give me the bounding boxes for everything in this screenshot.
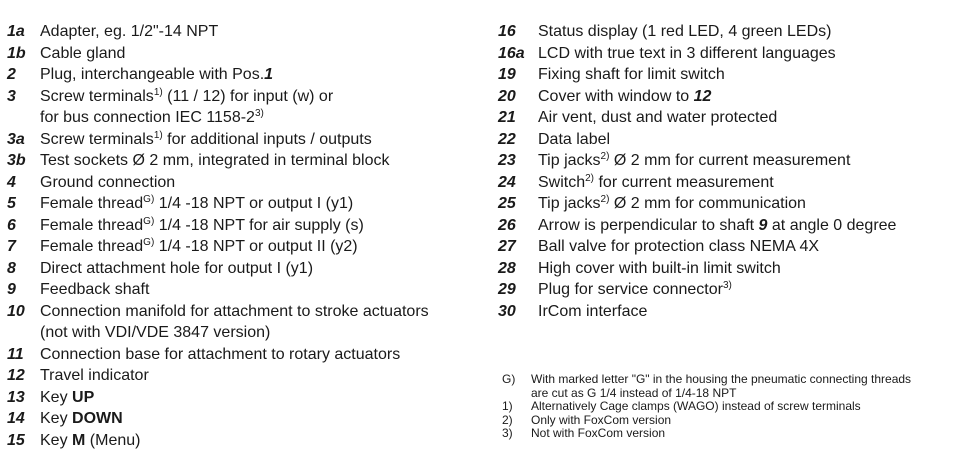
item-number: 15 — [7, 431, 25, 449]
item-number: 16 — [498, 23, 516, 40]
legend-item-1a — [7, 21, 477, 43]
legend-left-column — [7, 21, 477, 451]
item-number: 16a — [498, 44, 525, 62]
legend-item-29 — [498, 279, 968, 301]
item-text: Cable gland — [40, 44, 126, 62]
item-number: 14 — [7, 410, 25, 427]
item-number: 24 — [498, 173, 516, 191]
footnote-key: 3) — [502, 426, 513, 440]
item-number: 29 — [498, 281, 516, 298]
legend-item-10 — [7, 301, 477, 344]
item-text: Ground connection — [40, 173, 176, 191]
item-number: 26 — [498, 216, 516, 234]
item-text: Tip jacks$^{2)}$ Ø 2 mm for current measurement — [538, 151, 851, 169]
footnote-text: Alternatively Cage clamps (WAGO) instead of screw terminals — [531, 399, 861, 413]
item-text: Screw terminals$^{1)}$ for additional inputs / outputs — [40, 129, 372, 148]
item-number: 23 — [498, 152, 516, 169]
item-number: 27 — [498, 238, 516, 255]
item-number: 20 — [498, 87, 516, 105]
item-text: Fixing shaft for limit switch — [538, 66, 725, 83]
item-text: Adapter, eg. 1/2"-14 NPT — [40, 23, 219, 40]
footnote-2 — [502, 414, 962, 428]
legend-item-9 — [7, 279, 477, 301]
legend-item-3 — [7, 86, 477, 129]
item-number: 1a — [7, 23, 25, 40]
item-text: High cover with built-in limit switch — [538, 259, 781, 277]
item-text: Data label — [538, 130, 611, 148]
footnote-text: Only with FoxCom version — [531, 412, 672, 427]
item-number: 28 — [498, 259, 516, 277]
item-number: 8 — [7, 259, 16, 277]
item-number: 30 — [498, 302, 516, 320]
legend-item-26 — [498, 215, 968, 237]
legend-item-16 — [498, 21, 968, 43]
footnote-3 — [502, 427, 962, 441]
footnote-1 — [502, 400, 962, 414]
legend-item-15 — [7, 430, 477, 452]
item-number: 12 — [7, 367, 25, 384]
legend-item-6 — [7, 215, 477, 237]
item-number: 5 — [7, 195, 16, 212]
item-number: 19 — [498, 66, 516, 83]
footnote-key: 2) — [502, 412, 513, 427]
item-number: 9 — [7, 281, 16, 298]
item-number: 3b — [7, 152, 26, 169]
item-text: Arrow is perpendicular to shaft 9 at angle 0 degree — [538, 216, 897, 234]
item-text: Air vent, dust and water protected — [538, 109, 778, 126]
item-text: Switch$^{2)}$ for current measurement — [538, 172, 774, 191]
footnote-text: With marked letter "G" in the housing the pneumatic connecting threads are cut as G 1/4 instead of 1/4-18 NPT — [531, 372, 912, 400]
item-text: Connection base for attachment to rotary actuators — [40, 345, 401, 363]
item-number: 3a — [7, 130, 25, 148]
item-text: Travel indicator — [40, 367, 149, 384]
legend-item-8 — [7, 258, 477, 280]
item-text: Direct attachment hole for output I (y1) — [40, 259, 314, 277]
legend-item-4 — [7, 172, 477, 194]
item-number: 13 — [7, 388, 25, 406]
legend-item-20 — [498, 86, 968, 108]
item-number: 21 — [498, 109, 516, 126]
legend-right-column — [498, 21, 968, 322]
item-number: 7 — [7, 238, 16, 255]
legend-item-28 — [498, 258, 968, 280]
legend-item-24 — [498, 172, 968, 194]
footnotes — [502, 373, 962, 441]
item-text: Female thread$^{G)}$ 1/4 -18 NPT for air supply (s) — [40, 215, 364, 234]
legend-item-23 — [498, 150, 968, 172]
footnote-g — [502, 373, 962, 400]
legend-item-12 — [7, 365, 477, 387]
item-text: LCD with true text in 3 different languages — [538, 44, 836, 62]
item-text: Key DOWN — [40, 410, 123, 427]
legend-item-16a — [498, 43, 968, 65]
item-text: Connection manifold for attachment to stroke actuators (not with VDI/VDE 3847 version) — [40, 302, 429, 341]
footnote-text: Not with FoxCom version — [531, 426, 666, 440]
item-text: Key UP — [40, 388, 95, 406]
footnote-key: 1) — [502, 399, 513, 413]
legend-item-22 — [498, 129, 968, 151]
legend-item-30 — [498, 301, 968, 323]
item-text: Female thread$^{G)}$ 1/4 -18 NPT or output I (y1) — [40, 194, 354, 212]
item-text: Key M (Menu) — [40, 431, 141, 449]
item-number: 22 — [498, 130, 516, 148]
item-number: 3 — [7, 87, 16, 105]
legend-item-11 — [7, 344, 477, 366]
legend-item-3b — [7, 150, 477, 172]
item-text: Plug for service connector$^{3)}$ — [538, 280, 732, 298]
footnote-key: G) — [502, 372, 516, 386]
legend-item-27 — [498, 236, 968, 258]
item-number: 6 — [7, 216, 16, 234]
item-text: Cover with window to 12 — [538, 87, 712, 105]
item-number: 25 — [498, 195, 516, 212]
item-text: Tip jacks$^{2)}$ Ø 2 mm for communication — [538, 194, 806, 212]
item-text: Screw terminals$^{1)}$ (11 / 12) for input (w) or for bus connection IEC 1158-2$^{3)}$ — [40, 86, 334, 126]
item-number: 4 — [7, 173, 16, 191]
item-text: IrCom interface — [538, 302, 648, 320]
item-text: Plug, interchangeable with Pos.1 — [40, 66, 274, 83]
legend-item-21 — [498, 107, 968, 129]
item-number: 11 — [7, 345, 24, 363]
legend-item-25 — [498, 193, 968, 215]
item-text: Feedback shaft — [40, 281, 150, 298]
item-text: Female thread$^{G)}$ 1/4 -18 NPT or output II (y2) — [40, 237, 358, 255]
legend-item-3a — [7, 129, 477, 151]
legend-item-2 — [7, 64, 477, 86]
item-text: Ball valve for protection class NEMA 4X — [538, 238, 820, 255]
item-text: Test sockets Ø 2 mm, integrated in terminal block — [40, 152, 390, 169]
legend-item-19 — [498, 64, 968, 86]
item-number: 10 — [7, 302, 25, 320]
legend-item-13 — [7, 387, 477, 409]
item-number: 1b — [7, 44, 26, 62]
legend-item-7 — [7, 236, 477, 258]
item-text: Status display (1 red LED, 4 green LEDs) — [538, 23, 832, 40]
legend-item-14 — [7, 408, 477, 430]
legend-item-5 — [7, 193, 477, 215]
item-number: 2 — [7, 66, 16, 83]
legend-item-1b — [7, 43, 477, 65]
